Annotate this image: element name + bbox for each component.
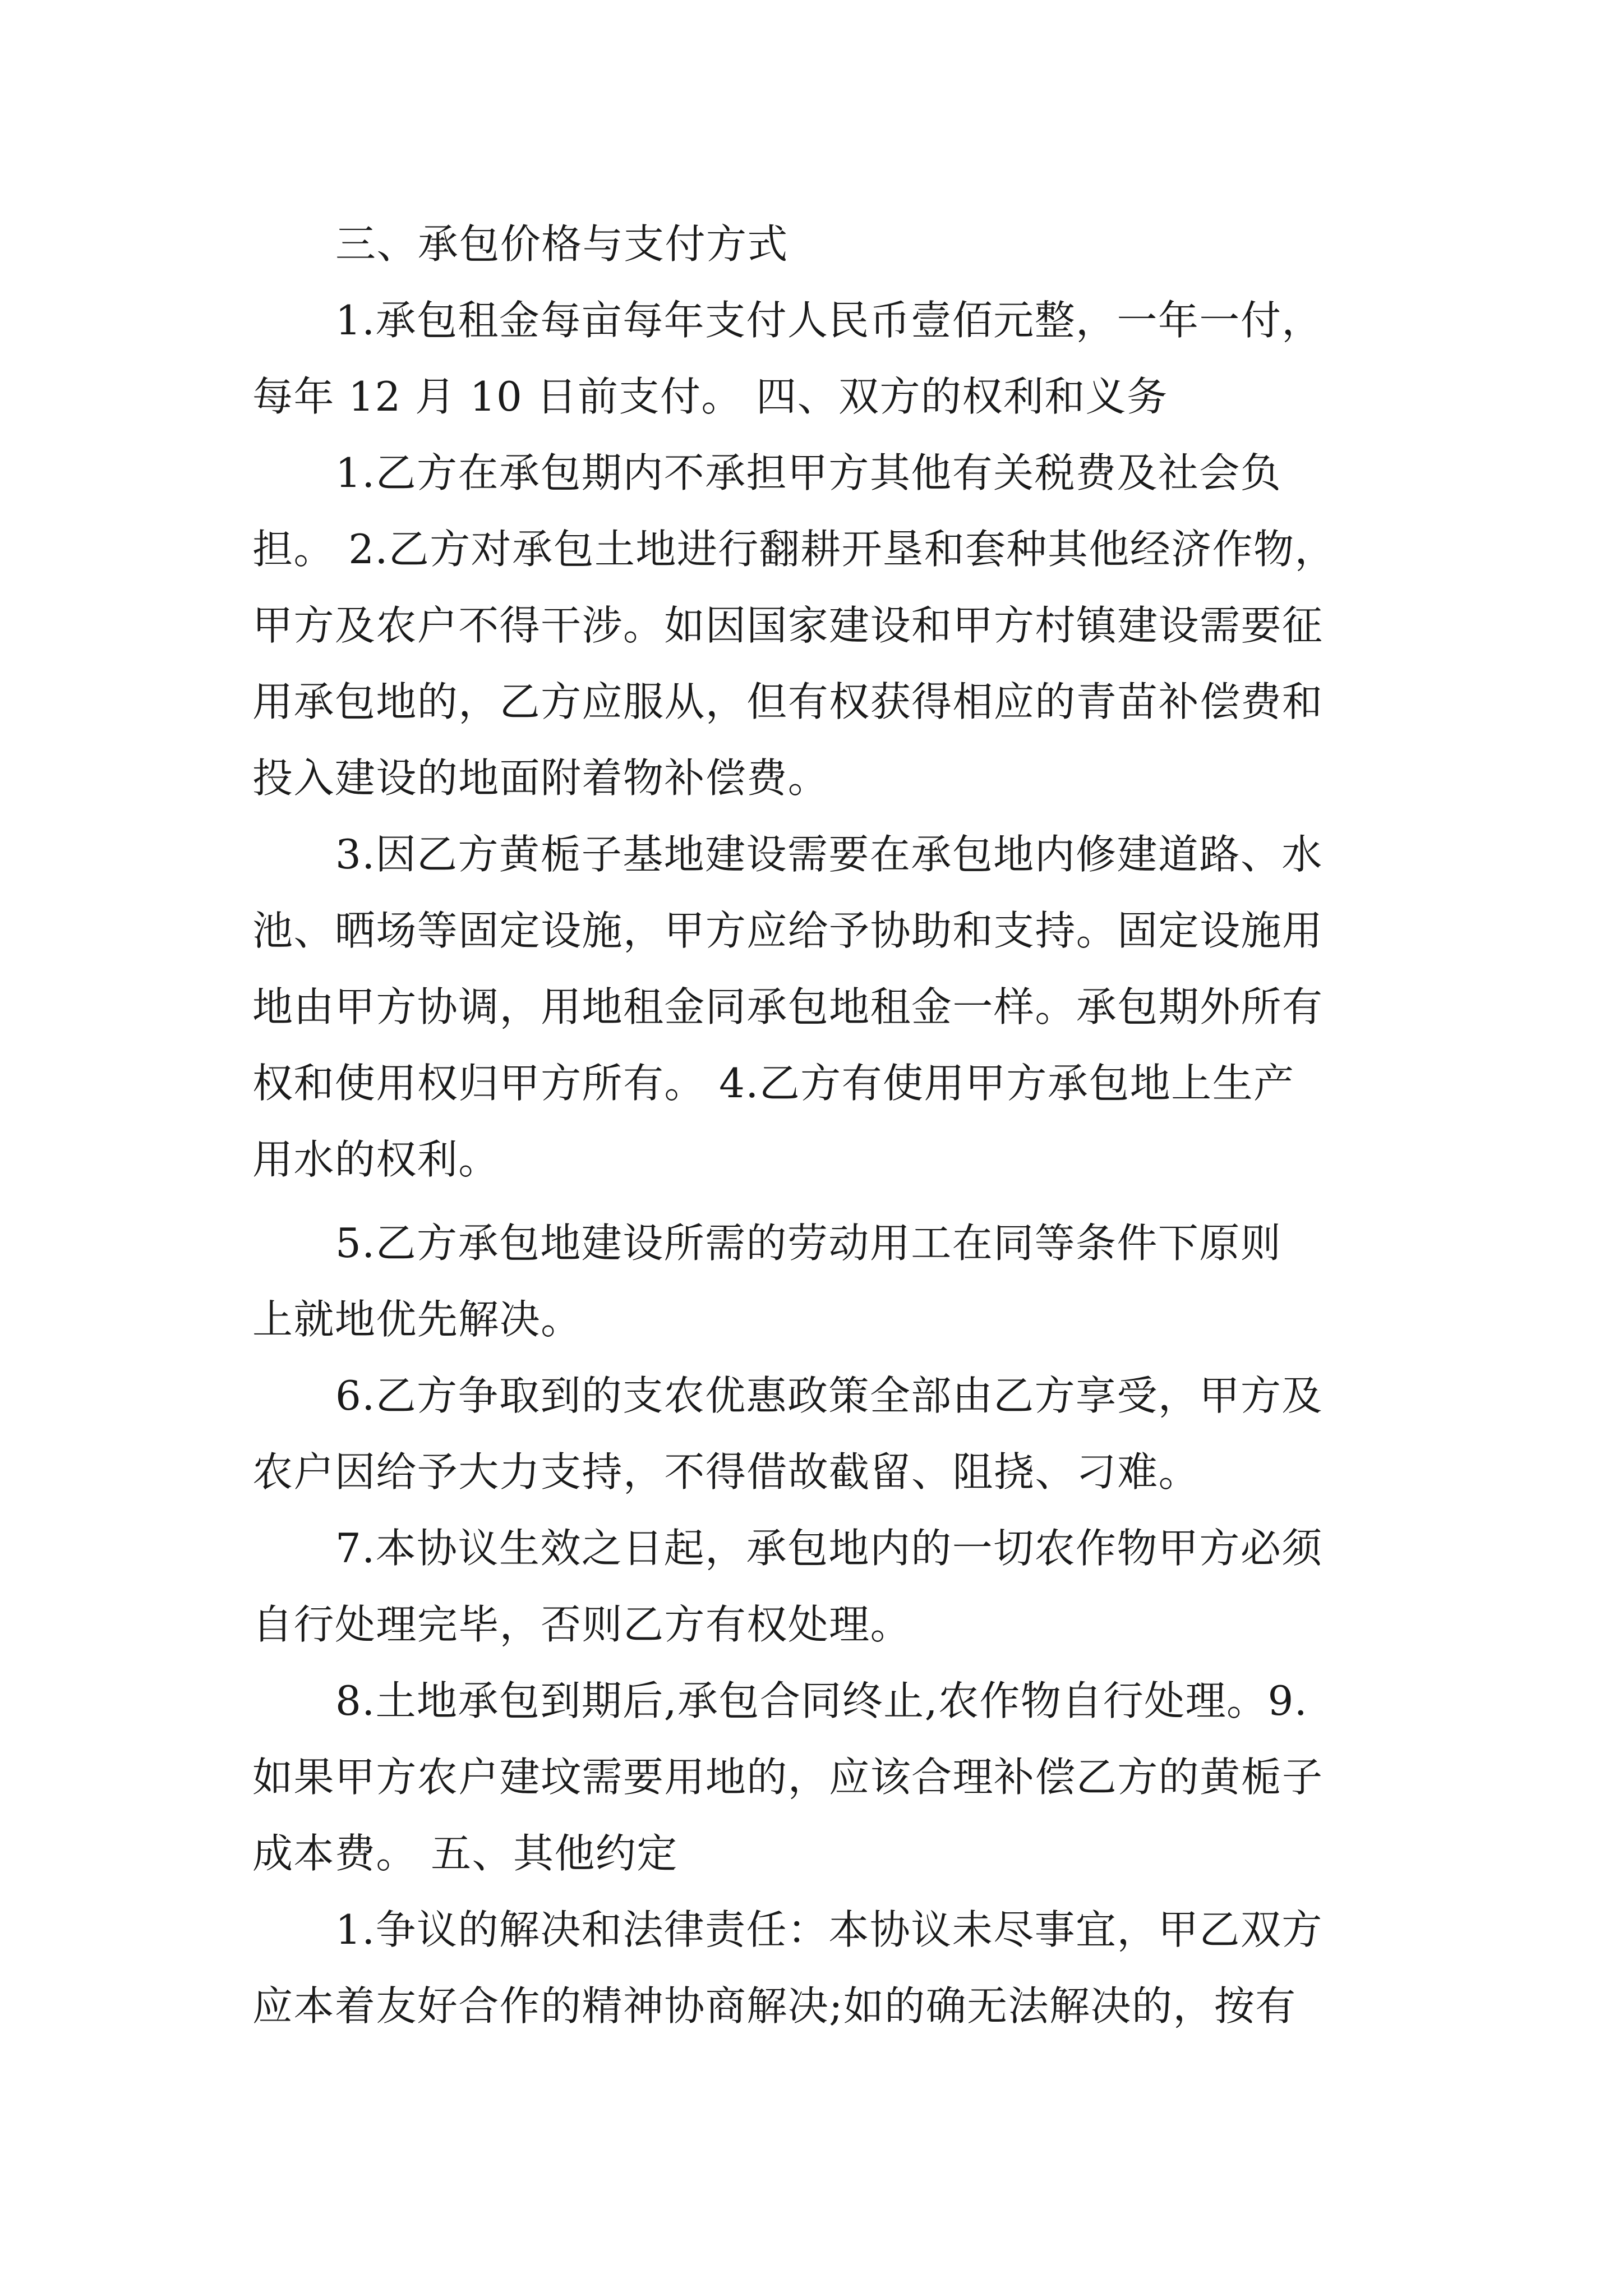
text-line: 5.乙方承包地建设所需的劳动用工在同等条件下原则 [335, 1220, 1282, 1267]
text-line: 1.乙方在承包期内不承担甲方其他有关税费及社会负 [335, 449, 1282, 496]
text-line: 成本费。 五、其他约定 [252, 1830, 678, 1877]
text-line: 用水的权利。 [252, 1136, 500, 1183]
text-line: 1.承包租金每亩每年支付人民币壹佰元整，一年一付， [335, 297, 1323, 344]
text-line: 三、承包价格与支付方式 [335, 220, 789, 268]
text-line: 应本着友好合作的精神协商解决;如的确无法解决的，按有 [252, 1982, 1297, 2030]
text-line: 每年 12 月 10 日前支付。 四、双方的权利和义务 [252, 373, 1168, 420]
text-line: 8.土地承包到期后,承包合同终止,农作物自行处理。9. [335, 1677, 1308, 1724]
text-line: 农户因给予大力支持，不得借故截留、阻挠、刁难。 [252, 1448, 1200, 1496]
text-line: 自行处理完毕，否则乙方有权处理。 [252, 1601, 912, 1648]
text-line: 上就地优先解决。 [252, 1296, 582, 1343]
text-line: 权和使用权归甲方所有。 4.乙方有使用甲方承包地上生产 [252, 1060, 1295, 1107]
text-line: 投入建设的地面附着物补偿费。 [252, 754, 829, 802]
text-line: 3.因乙方黄栀子基地建设需要在承包地内修建道路、水 [335, 831, 1323, 878]
text-line: 1.争议的解决和法律责任：本协议未尽事宜，甲乙双方 [335, 1906, 1323, 1953]
text-line: 担。 2.乙方对承包土地进行翻耕开垦和套种其他经济作物， [252, 526, 1336, 573]
text-line: 甲方及农户不得干涉。如因国家建设和甲方村镇建设需要征 [252, 602, 1324, 649]
text-line: 地由甲方协调，用地租金同承包地租金一样。承包期外所有 [252, 983, 1324, 1030]
text-line: 7.本协议生效之日起，承包地内的一切农作物甲方必须 [335, 1525, 1323, 1572]
text-line: 如果甲方农户建坟需要用地的，应该合理补偿乙方的黄栀子 [252, 1754, 1324, 1801]
text-line: 6.乙方争取到的支农优惠政策全部由乙方享受，甲方及 [335, 1372, 1323, 1419]
text-line: 池、晒场等固定设施，甲方应给予协助和支持。固定设施用 [252, 907, 1324, 954]
text-line: 用承包地的，乙方应服从，但有权获得相应的青苗补偿费和 [252, 678, 1324, 725]
